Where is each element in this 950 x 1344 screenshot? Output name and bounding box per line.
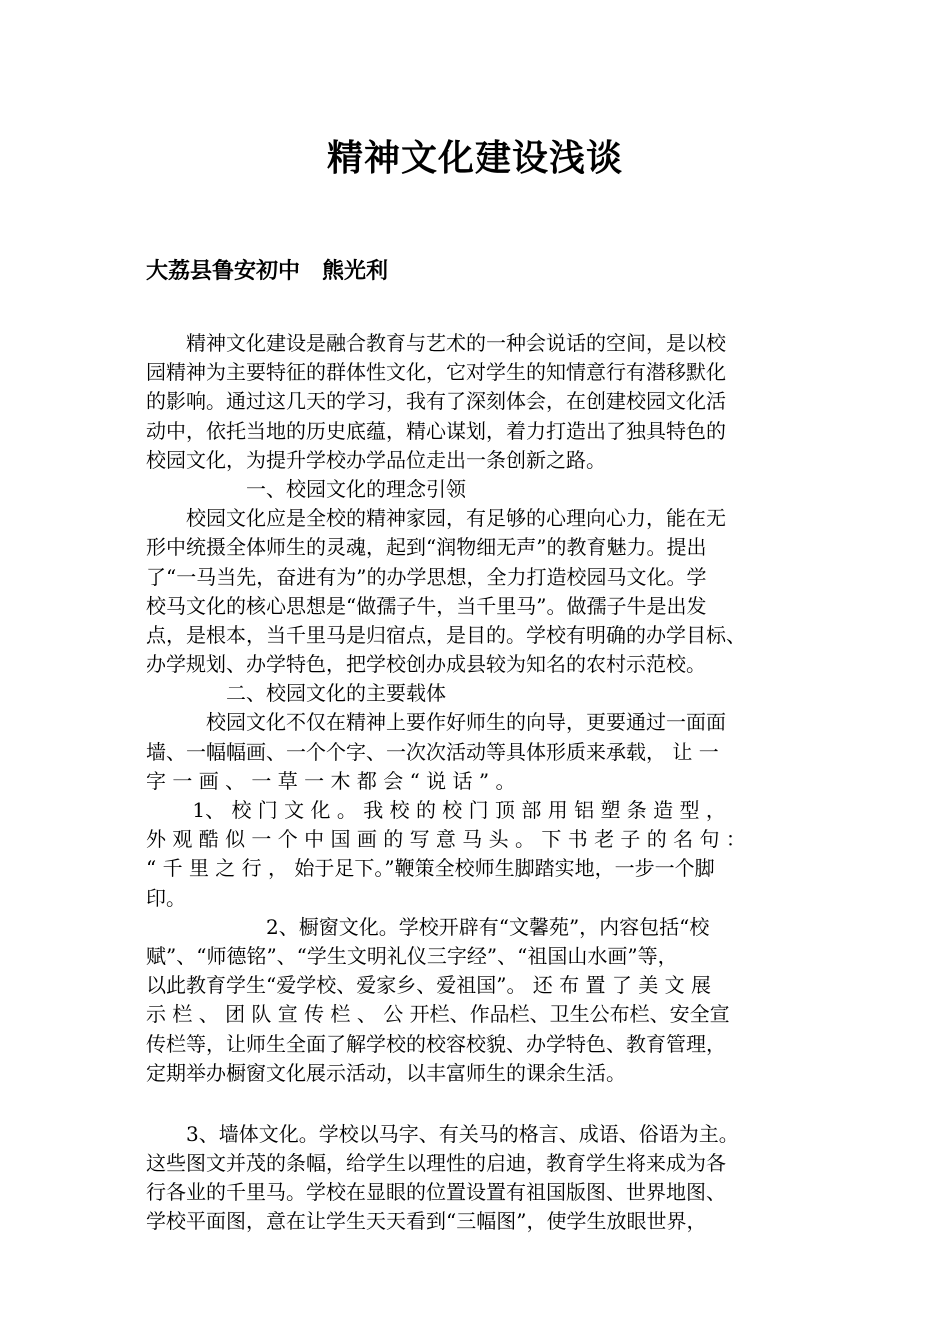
text-line: 字 一 画 、 一 草 一 木 都 会 “ 说 话 ” 。 [146, 768, 516, 793]
text-line: 1、 校 门 文 化 。 我 校 的 校 门 顶 部 用 铝 塑 条 造 型 ， [146, 798, 726, 822]
text-line: 二、校园文化的主要载体 [146, 681, 446, 706]
text-line: 校马文化的核心思想是“做孺子牛，当千里马”。做孺子牛是出发 [146, 593, 707, 618]
text-line: 3、墙体文化。学校以马字、有关马的格言、成语、俗语为主。 [146, 1121, 739, 1146]
text-line: 校园文化应是全校的精神家园，有足够的心理向心力，能在无 [146, 506, 726, 531]
body-paragraphs [146, 329, 810, 1088]
text-line: 校园文化，为提升学校办学品位走出一条创新之路。 [146, 447, 606, 472]
text-line: 一、校园文化的理念引领 [146, 476, 466, 501]
text-line: 这些图文并茂的条幅，给学生以理性的启迪，教育学生将来成为各 [146, 1151, 726, 1176]
document-body [146, 329, 810, 1237]
author-line: 大荔县鲁安初中 熊光利 [146, 258, 389, 284]
text-line: 赋”、“师德铭”、“学生文明礼仪三字经”、“祖国山水画”等， [146, 943, 678, 968]
text-line: 的影响。通过这几天的学习，我有了深刻体会，在创建校园文化活 [146, 389, 726, 414]
text-line: 了“一马当先，奋进有为”的办学思想，全力打造校园马文化。学 [146, 564, 707, 589]
text-line: 动中，依托当地的历史底蕴，精心谋划，着力打造出了独具特色的 [146, 418, 726, 443]
text-line: 墙、一幅幅画、一个个字、一次次活动等具体形质来承载， 让 一 [146, 739, 719, 764]
text-line: 点，是根本，当千里马是归宿点，是目的。学校有明确的办学目标、 [146, 622, 746, 647]
text-line: 行各业的千里马。学校在显眼的位置设置有祖国版图、世界地图、 [146, 1180, 726, 1205]
paragraph-gap [146, 1088, 810, 1120]
text-line: 外 观 酷 似 一 个 中 国 画 的 写 意 马 头 。 下 书 老 子 的 名 句 ： [146, 827, 746, 852]
text-line: 形中统摄全体师生的灵魂，起到“润物细无声”的教育魅力。提出 [146, 535, 707, 560]
text-line: 精神文化建设是融合教育与艺术的一种会说话的空间，是以校 [146, 331, 726, 355]
text-line: 传栏等，让师生全面了解学校的校容校貌、办学特色、教育管理， [146, 1031, 726, 1056]
text-line: 办学规划、办学特色，把学校创办成县较为知名的农村示范校。 [146, 652, 706, 677]
document-title: 精神文化建设浅谈 [326, 137, 623, 179]
text-line: 以此教育学生“爱学校、爱家乡、爱祖国”。 还 布 置 了 美 文 展 [146, 973, 711, 998]
text-line: 园精神为主要特征的群体性文化，它对学生的知情意行有潜移默化 [146, 360, 726, 385]
text-line: 印。 [146, 885, 186, 910]
text-line: “ 千 里 之 行 ， 始于足下。”鞭策全校师生脚踏实地，一步一个脚 [146, 856, 715, 881]
text-line: 校园文化不仅在精神上要作好师生的向导，更要通过一面面 [146, 710, 726, 735]
body-paragraphs-continued [146, 1120, 810, 1237]
text-line: 学校平面图，意在让学生天天看到“三幅图”，使学生放眼世界， [146, 1209, 707, 1234]
text-line: 2、橱窗文化。学校开辟有“文馨苑”，内容包括“校 [146, 914, 710, 939]
text-line: 定期举办橱窗文化展示活动，以丰富师生的课余生活。 [146, 1060, 626, 1085]
text-line: 示 栏 、 团 队 宣 传 栏 、 公 开栏、作品栏、卫生公布栏、安全宣 [146, 1002, 730, 1027]
